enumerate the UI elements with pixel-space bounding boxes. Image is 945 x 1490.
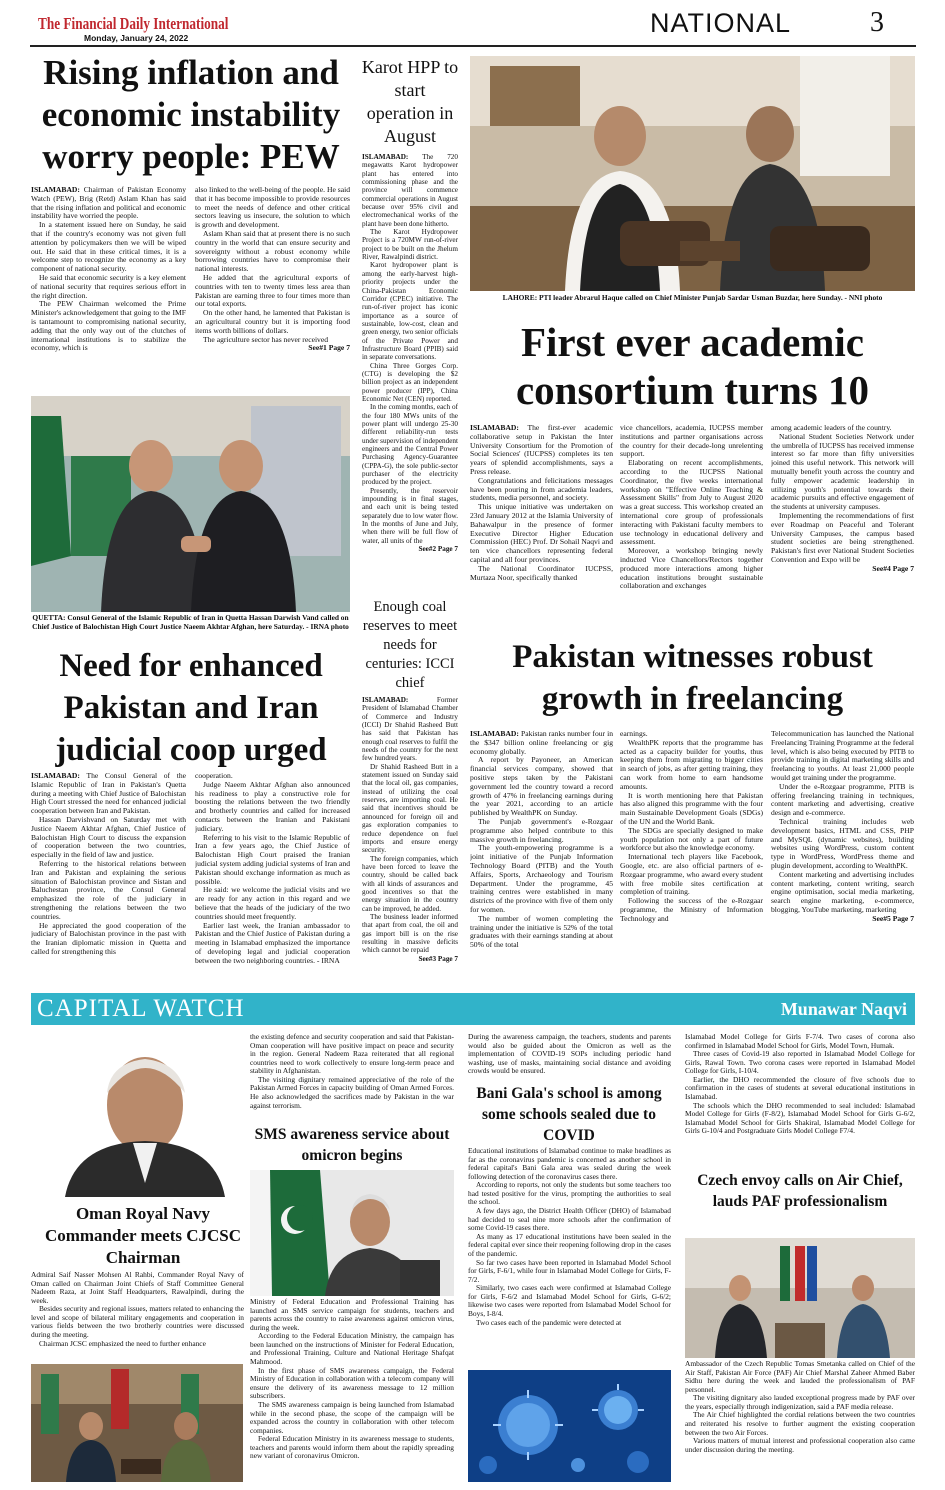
newspaper-logo: The Financial Daily International	[38, 14, 229, 33]
dateline: ISLAMABAD:	[470, 424, 519, 432]
paragraph: He said that economic security is a key element of national security that requires serious effort in the right direction.	[31, 272, 186, 300]
columnist-photo-illustration	[45, 1033, 241, 1197]
paragraph: Content marketing and advertising includes content marketing, content writing, search engine optimisation, social media marketing, search engine marketing, e-commerce, blogging, YouTube marketing, marketing	[771, 869, 914, 914]
paragraph: Implementing the recommendations of first ever Roadmap on Peaceful and Tolerant University Campuses, the campus based student societies are being strengthened. Pakistan's first ever National Student Societies Convention and Expo will be	[771, 510, 914, 564]
paragraph: International tech players like Facebook, Google, etc. are also official partners of e-Rozgaar programme, who award every student with free mobile sites certification at completion of training.	[620, 852, 763, 897]
freelancing-body-col3	[771, 730, 914, 990]
paragraph: So far two cases have been reported in Islamabad Model School for Girls, F-6/1, while four in Islamabad Model College for Girls, F-7/2.	[468, 1257, 671, 1284]
paragraph: According to reports, not only the students but some teachers too had tested positive for the virus, prompting the authorities to seal the school.	[468, 1180, 671, 1207]
judicial-body-col1	[31, 772, 186, 988]
section-name: NATIONAL	[650, 8, 792, 38]
paragraph: Islamabad Model College for Girls F-7/4. Two cases of corona also confirmed in Islamabad Model School for Girls, Model Town, Humak.	[685, 1033, 915, 1050]
paragraph: among academic leaders of the country.	[771, 424, 892, 432]
banigala-lead: During the awareness campaign, the teachers, students and parents would also be guided about the Omicron as well as the implementation of COVID-19 SOPs including periodic hand washing, use of masks, maintaining social distance and avoiding crowds would be ensured.	[468, 1033, 671, 1076]
consortium-body-col2	[620, 424, 763, 628]
paragraph: Similarly, two cases each were confirmed at Islamabad College for Girls, F-6/2 and Islamabad Model School for Girls, G-6/2; likewise two cases were reported from Islamabad Model School for Boys, I-8/4.	[468, 1283, 671, 1318]
czech-body	[685, 1360, 915, 1486]
masthead	[0, 0, 945, 46]
oman-meeting-photo	[31, 1364, 243, 1482]
paragraph: WealthPK reports that the programme has acted as a capacity builder for youths, thus keeping them from migrating to bigger cities in search of jobs, as after getting training, they can work from home to earn handsome amounts.	[620, 737, 763, 791]
sms-headline: SMS awareness service about omicron begins	[254, 1126, 450, 1164]
paragraph: Earlier last week, the Iranian ambassador to Pakistan and the Chief Justice of Pakistan during a meeting in Islamabad emphasized the importance of developing legal and judicial cooperation between the two neighboring countries. - IRNA	[195, 920, 350, 965]
paragraph: National Student Societies Network under the umbrella of IUCPSS has received immense interest so far more than fifty universities joined this useful network. This network will mutually benefit youth across the country and fully empower academic leadership in utilizing youth's potential towards their academic pursuits and effective engagement of the students at university campuses.	[771, 431, 914, 512]
freelancing-body-col2	[620, 730, 763, 990]
paragraph: cooperation.	[195, 772, 233, 780]
paragraph: the existing defence and security cooperation and said that Pakistan-Oman cooperation will have positive impact on peace and security in the region. General Nadeem Raza reiterated that all regional countries need to work collectively to ensure long-term peace and stability in Afghanistan.	[250, 1033, 454, 1076]
continued-jump: See#2 Page 7	[418, 545, 458, 554]
paragraph: ISLAMABAD: The first-ever academic collaborative setup in Pakistan the Inter University Consortium for the Promotion of Social Sciences' (IUCPSS) completes its ten years of splendid accomplishments, says a Press release.	[470, 424, 613, 476]
lahore-photo-illustration	[470, 56, 915, 291]
paragraph: The Karot Hydropower Project is a 720MW run-of-river project to be built on the Jhelum River, Rawalpindi district.	[362, 228, 458, 262]
oman-body-col1	[31, 1271, 244, 1361]
paragraph: The business leader informed that apart from coal, the oil and gas import bill is on the rise resulting in massive deficits which cannot be repaid	[362, 912, 458, 955]
czech-envoy-photo	[685, 1238, 915, 1358]
paragraph: Three cases of Covid-19 also reported in Islamabad Model College for Girls, Rawal Town. Two corona cases were reported in Islamabad Model College for Girls, I-10/4.	[685, 1049, 915, 1076]
oman-body-col2	[250, 1033, 454, 1121]
paragraph: Judge Naeem Akhtar Afghan also announced his readiness to play a constructive role for boosting the relations between the two friendly and brotherly countries and called for increased contacts between the Iranian and Pakistani judiciary.	[195, 779, 350, 833]
dateline: ISLAMABAD:	[362, 696, 409, 704]
sms-photo-illustration	[250, 1170, 454, 1296]
paragraph: ISLAMABAD: Pakistan ranks number four in the $347 billion online freelancing or gig economy globally.	[470, 730, 613, 756]
banigala-headline: Bani Gala's school is among some schools sealed due to COVID	[476, 1085, 662, 1144]
masthead-rule	[30, 45, 916, 47]
banigala-body	[468, 1147, 671, 1369]
paragraph: Chairman JCSC emphasized the need to further enhance	[39, 1338, 206, 1348]
judicial-headline: Need for enhanced Pakistan and Iran judicial coop urged	[55, 648, 327, 768]
issue-date: Monday, January 24, 2022	[84, 33, 189, 43]
continued-jump: See#5 Page 7	[872, 913, 914, 923]
capital-watch-banner	[31, 993, 915, 1025]
czech-photo-illustration	[685, 1238, 915, 1358]
paragraph: Earlier, the DHO recommended the closure of five schools due to confirmation in the cases of students at several educational institutions in Islamabad.	[685, 1074, 915, 1102]
paragraph: The agriculture sector has never received	[203, 334, 329, 344]
dateline: ISLAMABAD:	[31, 772, 80, 780]
judicial-body-col2	[195, 772, 350, 988]
paragraph: Besides security and regional issues, matters related to enhancing the level and scope of bilateral military engagements and cooperation in various fields between the two brotherly countries were discussed during the meeting.	[31, 1304, 244, 1340]
paragraph: Federal Education Ministry in its awareness message to students, teachers and parents would inform them about the rapidly spreading new variant of coronavirus Omicron.	[250, 1434, 454, 1461]
paragraph: On the other hand, he lamented that Pakistan is an agricultural country but it is importing food items worth billions of dollars.	[195, 308, 350, 335]
paragraph: also linked to the well-being of the people. He said that it has become impossible to provide resources to meet the needs of defence and other critical sectors leaving us insecure, the solution to which is growth and development.	[195, 186, 350, 230]
paragraph: China Three Gorges Corp. (CTG) is developing the $2 billion project as an independent power producer (IPP), China Economic Net (CEN) reported.	[362, 361, 458, 403]
paragraph: The number of women completing the training under the initiative is 52% of the total graduates with their earnings standing at about 50% of the total	[470, 913, 613, 950]
oman-headline: Oman Royal Navy Commander meets CJCSC Chairman	[44, 1204, 242, 1267]
oman-photo-illustration	[31, 1364, 243, 1482]
paragraph: Dr Shahid Rasheed Butt in a statement issued on Sunday said that the local oil, gas companies, instead of utilizing the coal reserves, are importing coal. He said that incentives should be announced for foreign oil and gas exploration companies to reduce dependence on fuel imports and ensure energy security.	[362, 762, 458, 855]
paragraph: Telecommunication has launched the National Freelancing Training Programme at the federal level, which is also being executed by PITB to provide training in digital marketing skills and freelancing to youths. At least 21,000 people would get training under the programme.	[771, 730, 914, 782]
paragraph: A report by Payoneer, an American financial services company, showed that positive steps taken by the Pakistani government led the country toward a record growth of 47% in freelancing earnings during the year 2021, according to an article published by WealthPK on Sunday.	[470, 755, 613, 818]
paragraph: The Air Chief highlighted the cordial relations between the two countries and reiterated his resolve to further augment the existing cooperation between the two Air Forces.	[685, 1410, 915, 1437]
paragraph: Hassan Darvishvand on Saturday met with Justice Naeem Akhtar Afghan, Chief Justice of Balochistan High Court to discuss the expansion of cooperation between the two countries, especially in the field of law and justice.	[31, 814, 186, 860]
paragraph: He appreciated the good cooperation of the judiciary of Balochistan province in the past with the Iranian diplomatic mission in Quetta and called for strengthening this	[31, 920, 186, 956]
sms-body	[250, 1298, 454, 1484]
paragraph: ISLAMABAD: The Consul General of the Islamic Republic of Iran in Pakistan's Quetta during a meeting with Chief Justice of Balochistan High Court stressed the need for enhanced judicial cooperation between Iran and Pakistan.	[31, 772, 186, 816]
freelancing-body-col1	[470, 730, 613, 990]
paragraph: He added that the agricultural exports of countries with ten to twenty times less area than Pakistan are earning three to four times more than our total exports.	[195, 272, 350, 309]
paragraph: Educational institutions of Islamabad continue to make headlines as far as the coronavirus pandemic is concerned as another school in federal capital's Bani Gala area was sealed during the week following detection of the coronavirus cases there.	[468, 1147, 671, 1181]
inflation-body-col1	[31, 186, 186, 386]
paragraph: The foreign companies, which have been forced to leave the country, should be called back with all kinds of assurances and good incentives so that the energy situation in the country can be improved, he added.	[362, 854, 458, 913]
karot-headline: Karot HPP to start operation in August	[361, 57, 459, 146]
consortium-body-col3	[771, 424, 914, 628]
paragraph: The PEW Chairman welcomed the Prime Minister's acknowledgement that going to the IMF is tantamount to compromising national security, adding that the only way out of the clutches of international institutions is to stabilize the economy, which is	[31, 299, 186, 353]
schools-continued-body	[685, 1033, 915, 1167]
coronavirus-illustration	[468, 1370, 671, 1482]
dateline: ISLAMABAD:	[31, 186, 80, 194]
paragraph: Two cases each of the pandemic were detected at	[476, 1317, 622, 1327]
paragraph: Presently, the reservoir impounding is in final stages, and each unit is being tested separately due to low water flow. In the months of June and July, when there will be full flow of water, all units of the	[362, 486, 458, 545]
page-number: 3	[870, 7, 884, 38]
dateline: ISLAMABAD:	[470, 730, 519, 738]
paragraph: earnings.	[620, 730, 648, 738]
columnist-photo	[45, 1033, 241, 1197]
paragraph: In the coming months, each of the four 180 MWs units of the power plant will undergo 25-30 different reliability-run tests under supervision of independent engineers and the Central Power Purchasing Agency-Guarantee (CPPA-G), the sole public-sector purchaser of the electricity produced by the project.	[362, 403, 458, 487]
paragraph: Referring to the historical relations between Iran and Pakistan and explaining the serious situation of Balochistan province and Sistan and Baluchestan province, the Consul General emphasized the role of the judiciary in strengthening the relations between the two countries.	[31, 858, 186, 921]
paragraph: Aslam Khan said that at present there is no such country in the world that can ensure security and sovereignty without a robust economy while borrowing countries have to compromise their national interests.	[195, 228, 350, 274]
paragraph: Ambassador of the Czech Republic Tomas Smetanka called on Chief of the Air Staff, Pakistan Air Force (PAF) Air Chief Marshal Zaheer Ahmed Baber Sidhu here during the week and lauded the professionalism of PAF personnel.	[685, 1360, 915, 1394]
paragraph: Karot hydropower plant is among the early-harvest high-priority projects under the China-Pakistan Economic Corridor (CPEC) initiative. The run-of-river project has iconic importance as a source of sustainable, low-cost, clean and green energy, two senior officials of the Private Power and Infrastructure Board (PPIB) said in separate conversations.	[362, 261, 458, 362]
paragraph: This unique initiative was undertaken on 23rd January 2012 at the Islamia University of Bahawalpur in the presence of former Executive Director Higher Education Commission (HEC) Prof. Dr Sohail Naqvi and ten vice chancellors representing federal capital and all four provinces.	[470, 502, 613, 564]
quetta-meeting-photo	[31, 396, 350, 612]
paragraph: Elaborating on recent accomplishments, according to the IUCPSS National Coordinator, the five weeks international workshop on "Effective Online Teaching & Assessment Skills" from July to August 2020 was a great success. This workshop created an international core group of professionals interacting with Pakistani faculty members to use technology in educational delivery and assessment.	[620, 458, 763, 547]
consortium-headline: First ever academic consortium turns 10	[515, 319, 870, 413]
coal-headline: Enough coal reserves to meet needs for centuries: ICCI chief	[362, 599, 458, 691]
paragraph: According to the Federal Education Ministry, the campaign has been launched on the instructions of Minister for Federal Education, and Professional Training, Culture and National Heritage Shafqat Mahmood.	[250, 1331, 454, 1367]
paragraph: The schools which the DHO recommended to seal included: Islamabad Model College for Girls (F-8/2), Islamabad Model School for Girls G-6/2, Islamabad Model School for Girls Shakiral, Islamabad Model College for Girls G-10/4 and Postgraduate Girls Model College F7/4.	[685, 1100, 915, 1136]
paragraph: Under the e-Rozgaar programme, PITB is offering freelancing training in techniques, content marketing and advertising, creative design and e-commerce.	[771, 781, 914, 818]
paragraph: Technical training includes web development basics, HTML and CSS, PHP and MySQL (dynamic websites), building websites using WordPress, custom content type in WordPress, WordPress theme and plugin development, according to WealthPK.	[771, 816, 914, 870]
paragraph: Ministry of Federal Education and Professional Training has launched an SMS service campaign for students, teachers and parents across the country to raise awareness against omicron virus, during the week.	[250, 1298, 454, 1332]
virus-illustration	[468, 1370, 671, 1482]
inflation-headline: Rising inflation and economic instability worry people: PEW	[41, 53, 341, 176]
paragraph: A few days ago, the District Health Officer (DHO) of Islamabad had decided to seal nine more schools after the confirmation of some Covid-19 cases there.	[468, 1206, 671, 1233]
paragraph: The National Coordinator IUCPSS, Murtaza Noor, specifically thanked	[470, 563, 613, 582]
continued-jump: See#4 Page 7	[872, 563, 914, 573]
paragraph: Referring to his visit to the Islamic Republic of Iran a few years ago, the Chief Justice of Balochistan High Court praised the Iranian judicial system adding judicial systems of Iran and Pakistan should exchange information as much as possible.	[195, 832, 350, 886]
paragraph: It is worth mentioning here that Pakistan has also aligned this programme with the four main Sustainable Development Goals (SDGs) of the UN and the World Bank.	[620, 790, 763, 826]
paragraph: Moreover, a workshop bringing newly inducted Vice Chancellors/Rectors together produced more interactions among higher education institutions brought sustainable collaboration and exchanges	[620, 546, 763, 591]
czech-headline: Czech envoy calls on Air Chief, lauds PAF professionalism	[697, 1172, 903, 1210]
continued-jump: See#1 Page 7	[308, 343, 350, 353]
continued-jump: See#3 Page 7	[418, 954, 458, 963]
paragraph: He said: we welcome the judicial visits and we are ready for any action in this regard and we believe that the heads of the judiciary of the two countries should meet frequently.	[195, 885, 350, 921]
quetta-photo-illustration	[31, 396, 350, 612]
paragraph: ISLAMABAD: The 720 megawatts Karot hydropower plant has entered into commissioning phase and the province will commence commercial operations in August because over 95% civil and electromechanical works of the plant have been done hitherto.	[362, 153, 458, 228]
paragraph: ISLAMABAD: Former President of Islamabad Chamber of Commerce and Industry (ICCI) Dr Shahid Rasheed Butt has said that Pakistan has enough coal reserves to fulfil the needs of the country for the next few hundred years.	[362, 696, 458, 763]
paragraph: Various matters of mutual interest and professional cooperation also came under discussion during the meeting.	[685, 1436, 915, 1454]
paragraph: The youth-empowering programme is a joint initiative of the Punjab Information Technology Board (PITB) and the Youth Affairs, Sports, Archaeology and Tourism Department. Under the programme, 45 training centres were established in many districts of the province with five of them only for women.	[470, 843, 613, 914]
paragraph: The Punjab government's e-Rozgaar programme also helped contribute to this massive growth in freelancing.	[470, 816, 613, 844]
paragraph: In a statement issued here on Sunday, he said that if the country's economy was not given full attention by policymakers then we will be wiped out. He said that in these critical times, it is a welcome step to recognize the economy as a key component of national security.	[31, 220, 186, 274]
paragraph: Following the success of the e-Rozgaar programme, the Ministry of Information Technology and	[620, 896, 763, 923]
paragraph: vice chancellors, academia, IUCPSS member institutions and partner organisations across the country for their decade-long unrelenting support.	[620, 424, 763, 459]
lahore-photo-caption: LAHORE: PTI leader Abrarul Haque called on Chief Minister Punjab Sardar Usman Buzdar, here Sunday. - NNI photo	[502, 294, 883, 302]
freelancing-headline: Pakistan witnesses robust growth in freelancing	[512, 639, 873, 717]
paragraph: In the first phase of SMS awareness campaign, the Federal Ministry of Education in collaboration with a telecom company will ensure the delivery of its awareness message to 12 million subscribers.	[250, 1365, 454, 1401]
columnist-name: Munawar Naqvi	[780, 999, 907, 1019]
paragraph: Congratulations and felicitations messages have been pouring in from academia leaders, students, media personnel, and society.	[470, 475, 613, 503]
dateline: ISLAMABAD:	[362, 153, 409, 161]
paragraph: The visiting dignitary also lauded exceptional progress made by PAF over the years, especially through indigenization, said a PAF media release.	[685, 1393, 915, 1411]
quetta-photo-caption: QUETTA: Consul General of the Islamic Republic of Iran in Quetta Hassan Darwish Vand called on Chief Justice of Balochistan High Court Justice Naeem Akhtar Afghan, here Saturday. - IRNA photo	[32, 614, 349, 631]
paragraph: As many as 17 educational institutions have been sealed in the federal capital ever since their reopening following drop in the cases of the pandemic.	[468, 1231, 671, 1258]
paragraph: Admiral Saif Nasser Mohsen Al Rahbi, Commander Royal Navy of Oman called on Chairman Joint Chiefs of Staff Committee General Nadeem Raza, at Joint Staff Headquarters, Rawalpindi, during the week.	[31, 1271, 244, 1305]
paragraph: The visiting dignitary remained appreciative of the role of the Pakistan Armed Forces in capacity building of Oman Armed Forces. He also acknowledged the sacrifices made by Pakistan in the war against terrorism.	[250, 1074, 454, 1110]
capital-watch-title: CAPITAL WATCH	[37, 995, 245, 1022]
karot-body	[362, 153, 458, 594]
lahore-meeting-photo	[470, 56, 915, 291]
consortium-body-col1	[470, 424, 613, 628]
inflation-body-col2	[195, 186, 350, 386]
coal-body	[362, 696, 458, 984]
paragraph: The SMS awareness campaign is being launched from Islamabad while in the second phase, the scope of the campaign will be expanded across the country in collaboration with other telecom companies.	[250, 1399, 454, 1435]
paragraph: The SDGs are specially designed to make youth population not only a part of future workforce but also the knowledge economy.	[620, 825, 763, 853]
paragraph: ISLAMABAD: Chairman of Pakistan Economy Watch (PEW), Brig (Retd) Aslam Khan has said that the rising inflation and political and economic instability have worried the people.	[31, 186, 186, 221]
sms-minister-photo	[250, 1170, 454, 1296]
